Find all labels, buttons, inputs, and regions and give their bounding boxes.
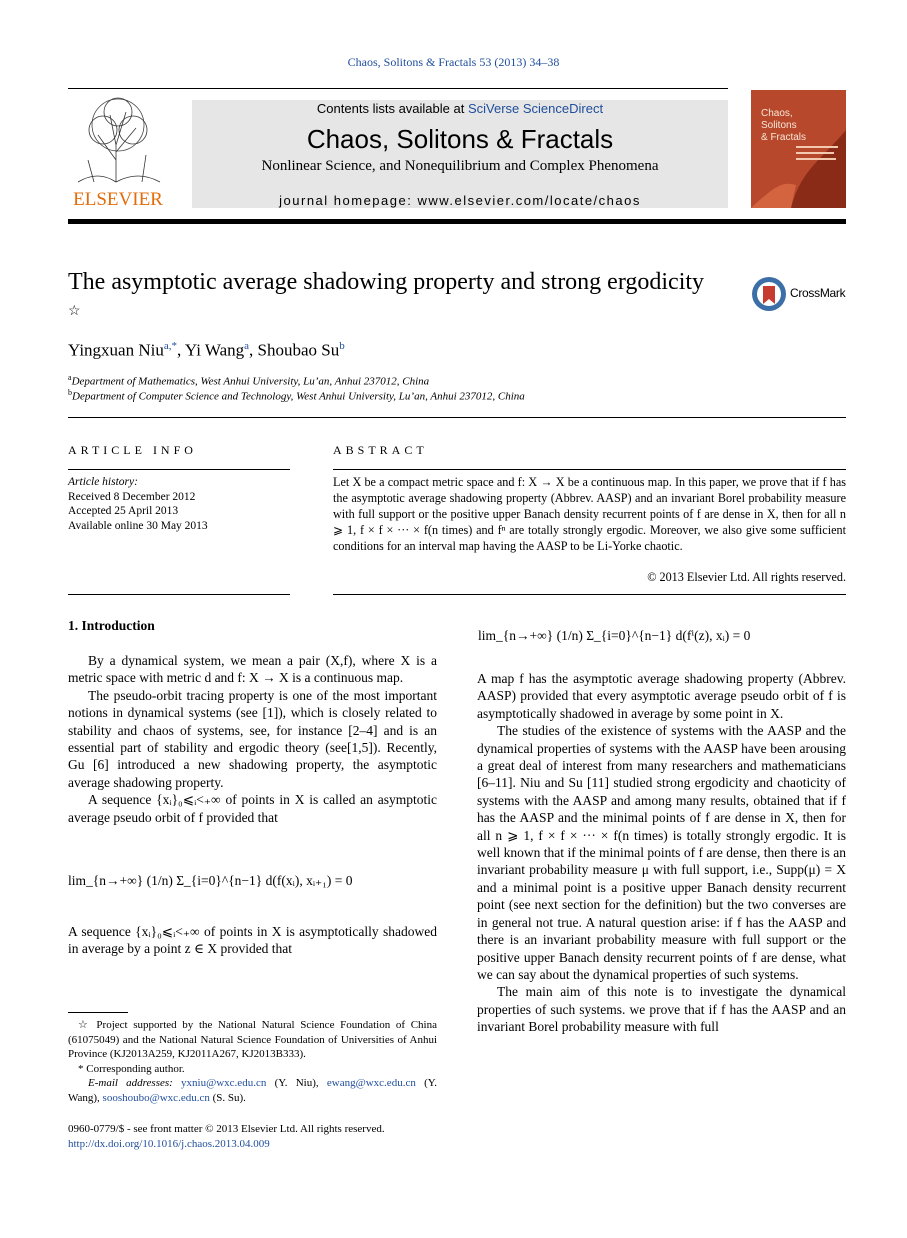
sciencedirect-link[interactable]: SciVerse ScienceDirect (467, 101, 604, 116)
author-sup[interactable]: b (339, 340, 345, 352)
article-title (68, 268, 708, 332)
header-thick-rule (68, 219, 846, 224)
elsevier-wordmark: ELSEVIER (73, 189, 163, 208)
section-heading: 1. Introduction (68, 618, 155, 633)
history-label: Article history: (68, 476, 138, 488)
abstract-text: Let X be a compact metric space and f: X → X be a continuous map. In this paper, we prove that if f has the asymptotic average shadowing property (Abbrev. AASP) and an invariant Borel probability measure with full support or the positive upper Banach density recurrent points of f are dense in X, then for all n ⩾ 1, f × f × ··· × f(n times) and fⁿ are totally strongly ergodic. Moreover, we also give some sufficient conditions for an interval map having the AASP to be Li-Yorke chaotic. (333, 475, 846, 553)
email-link[interactable]: sooshoubo@wxc.edu.cn (102, 1091, 210, 1104)
abstract-heading: ABSTRACT (333, 443, 428, 457)
email-link[interactable]: yxniu@wxc.edu.cn (181, 1077, 267, 1089)
author-sup[interactable]: a (244, 340, 249, 352)
footnote-rule (68, 1012, 128, 1013)
abstract-bottom-rule (333, 594, 846, 595)
title-divider (68, 417, 846, 418)
abstract-copyright: © 2013 Elsevier Ltd. All rights reserved. (647, 570, 846, 584)
abstract-rule (333, 469, 846, 470)
affiliation-text: Department of Mathematics, West Anhui University, Lu’an, Anhui 237012, China (71, 375, 430, 388)
left-column-text-1 (68, 652, 437, 826)
title-footnote-mark[interactable]: ☆ (68, 304, 81, 319)
article-info-rule (68, 469, 290, 470)
affiliation-sup: a (68, 373, 72, 382)
journal-reference[interactable]: Chaos, Solitons & Fractals 53 (2013) 34–38 (347, 55, 560, 69)
elsevier-logo (68, 90, 168, 208)
crossmark-label: CrossMark (790, 286, 846, 300)
right-column-text (477, 670, 846, 1036)
paragraph: A map f has the asymptotic average shadowing property (Abbrev. AASP) provided that every asymptotic average pseudo orbit of f is asymptotically shadowed in average by some point in X. (477, 671, 846, 721)
email-link[interactable]: ewang@wxc.edu.cn (326, 1077, 416, 1089)
affiliation (68, 388, 525, 403)
paragraph: The studies of the existence of systems with the AASP and the dynamical properties of systems with the AASP have been arousing a great deal of interest from many researchers and mathematicians [6–11]. Niu and Su [11] studied strong ergodicity and chaoticity of systems with the AASP and among many results, obtained that if f has the AASP and the minimal points of f are dense in X, then for all n ⩾ 1, f × f × ··· × f(n times) is totally strongly ergodic. It is well known that if the minimal points of f are dense, then there is an invariant probability measure μ with full support, i.e., Supp(μ) = X and a minimal point is a positive upper Banach density recurrent point (see next section for the definition) but the two converses are in general not true. A natural question arise: if f has the AASP and there is an invariant probability measure with full support or the positive upper Banach density recurrent points of f are dense, what we can say about the dynamical properties of such systems. (477, 723, 846, 982)
paragraph: A sequence {xᵢ}₀⩽ᵢ<₊∞ of points in X is called an asymptotic average pseudo orbit of f provided that (68, 792, 437, 825)
left-column-text-2 (68, 923, 437, 958)
author-sup[interactable]: a,* (163, 340, 177, 352)
email-owner: (Y. Wang), (68, 1077, 438, 1104)
paragraph: The main aim of this note is to investigate the dynamical properties of such systems. we prove that if f has the AASP and an invariant Borel probability measure with full (477, 984, 846, 1035)
paragraph: A sequence {xᵢ}₀⩽ᵢ<₊∞ of points in X is asymptotically shadowed in average by a point z ∈ X provided that (68, 924, 437, 957)
equation-text: lim_{n→+∞} (1/n) Σ_{i=0}^{n−1} d(f(xᵢ), xᵢ₊₁) = 0 (68, 873, 353, 888)
accepted-date: Accepted 25 April 2013 (68, 505, 179, 517)
received-date: Received 8 December 2012 (68, 490, 196, 503)
corresponding-footnote: * Corresponding author. (78, 1062, 185, 1075)
paragraph: By a dynamical system, we mean a pair (X,f), where X is a metric space with metric d and f: X → X is a continuous map. (68, 653, 437, 686)
contents-prefix: Contents lists available at (316, 101, 468, 116)
svg-text:& Fractals: & Fractals (761, 132, 807, 143)
footnotes (68, 1018, 437, 1105)
header-top-rule (68, 88, 728, 89)
affiliation-sup: b (68, 388, 72, 397)
paragraph: The pseudo-orbit tracing property is one of the most important notions in dynamical systems (see [1]), which is closely related to stability and chaos of systems, see, for instance [2–4] and is an essential part of stability and ergodic theory (see[1,5]). Recently, Gu [6] introduced a new shadowing property, the asymptotic average shadowing property. (68, 687, 437, 790)
email-owner: (Y. Niu), (274, 1077, 319, 1089)
online-date: Available online 30 May 2013 (68, 519, 208, 532)
svg-text:Solitons: Solitons (761, 120, 797, 131)
crossmark-badge[interactable] (751, 276, 851, 312)
email-owner: (S. Su). (212, 1091, 246, 1104)
equation-text: lim_{n→+∞} (1/n) Σ_{i=0}^{n−1} d(fⁱ(z), xᵢ) = 0 (478, 628, 751, 643)
article-title-text: The asymptotic average shadowing property and strong ergodicity (68, 269, 705, 295)
equation-1 (68, 873, 437, 889)
doi-link[interactable]: http://dx.doi.org/10.1016/j.chaos.2013.04.009 (68, 1137, 270, 1150)
issn-line: 0960-0779/$ - see front matter © 2013 Elsevier Ltd. All rights reserved. (68, 1123, 385, 1135)
email-label: E-mail addresses: (88, 1077, 173, 1089)
article-info-bottom-rule (68, 594, 290, 595)
article-info-heading: ARTICLE INFO (68, 443, 197, 457)
author-name: Shoubao Su (257, 340, 340, 360)
email-footnote (68, 1076, 437, 1105)
journal-homepage[interactable]: journal homepage: www.elsevier.com/locate/chaos (279, 193, 641, 208)
article-history (68, 475, 290, 533)
author-name: Yi Wang (184, 340, 245, 360)
front-matter (68, 1122, 437, 1151)
journal-cover-image (751, 90, 846, 208)
affiliation-text: Department of Computer Science and Technology, West Anhui University, Lu’an, Anhui 237012, China (72, 390, 525, 403)
journal-subtitle: Nonlinear Science, and Nonequilibrium and Complex Phenomena (261, 158, 659, 174)
funding-footnote: ☆ Project supported by the National Natural Science Foundation of China (61075049) and the National Natural Science Foundation of Universities of Anhui Province (KJ2013A259, KJ2011A267, KJ2013B333). (68, 1019, 437, 1060)
affiliation (68, 373, 429, 388)
author-name: Yingxuan Niu (68, 340, 164, 360)
svg-text:Chaos,: Chaos, (761, 108, 793, 119)
contents-line (192, 101, 728, 116)
equation-2 (478, 628, 846, 644)
author-list: Yingxuan Niu$^{a,*}$, Yi Wang$^a$, Shoubao Su$^b$ (68, 340, 345, 360)
journal-title: Chaos, Solitons & Fractals (306, 124, 614, 154)
